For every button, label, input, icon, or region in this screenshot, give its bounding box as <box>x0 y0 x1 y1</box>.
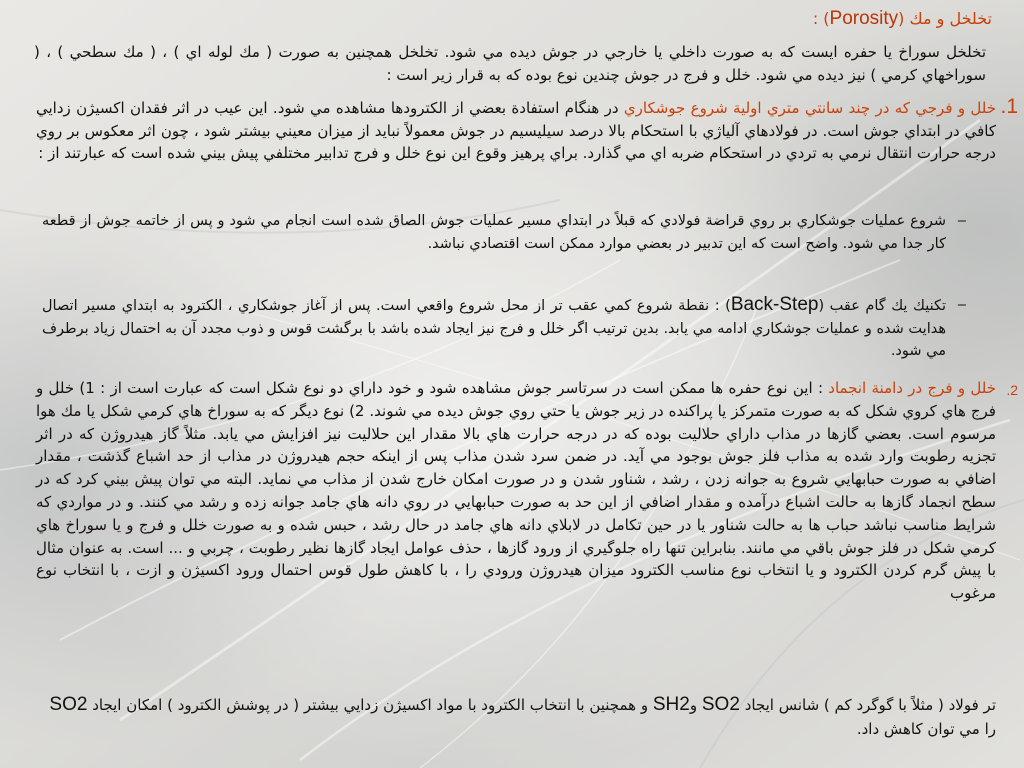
closing-paragraph <box>36 693 996 741</box>
list-item-2 <box>36 377 1018 605</box>
title-latin-term: Porosity <box>829 8 899 29</box>
item-2-number: 2. <box>1006 382 1018 398</box>
title-text: تخلخل و مك <box>909 9 992 28</box>
tail-part-3: را مي توان كاهش داد. <box>856 720 996 738</box>
title-open-paren: ( <box>898 9 905 28</box>
tail-part-1: تر فولاد ( مثلاً با گوگرد كم ) شانس ايجاد <box>744 696 996 714</box>
tail-sh2: SH2 <box>652 694 690 715</box>
item-1-body: در هنگام استفادة بعضي از الكترودها مشاهده مي شود. اين عيب در اثر فقدان اكسيژن زدايي كافي در ابتداي جوش است. در فولادهاي آلياژي با استحكام بالا درصد سيليسيم در جوش معمولاً نبايد از ميزان معيني بيشتر شود ، چون اثر معكوس بر روي درجه حرارت انتقال نرمي به تردي در استحكام ضربه اي مي گذارد. براي پرهيز وقوع اين نوع خلل و فرج تدابير مختلفي پيش بيني شده است كه عبارتند از : <box>36 99 996 162</box>
tail-and: و <box>689 696 698 714</box>
subitem-2-bullet: – <box>957 297 966 313</box>
subitem-2-after: ) : نقطة شروع كمي عقب تر از محل شروع واقعي است. پس از آغاز جوشكاري ، الكترود به ابتداي مسير اتصال هدايت شده و عمليات جوشكاري ادامه مي يابد. بدين ترتيب اگر خلل و فرج نيز ايجاد شده باشد با برگشت قوس و ذوب مجدد آن به احتمال زياد برطرف مي شود. <box>42 298 946 359</box>
subitem-1-bullet: – <box>957 213 966 229</box>
tail-so2-b: SO2 <box>49 694 88 715</box>
slide-title <box>813 8 992 30</box>
subitem-2-before: تكنيك يك گام عقب ( <box>818 298 947 314</box>
tail-part-2: و همچنين با انتخاب الكترود با مواد اكسيژن زدايي بيشتر ( در پوشش الكترود ) امكان ايجاد <box>92 696 649 714</box>
subitem-1-text: شروع عمليات جوشكاري بر روي قراضة فولادي كه قبلاً در ابتداي مسير عمليات جوش الصاق شده است انجام مي شود و پس از خاتمه جوش از قطعه كار جدا مي شود. واضح است كه اين تدبير در بعضي موارد ممكن است اقتصادي نباشد. <box>42 213 946 252</box>
intro-paragraph: تخلخل سوراخ يا حفره ايست كه به صورت داخلي يا خارجي در جوش ديده مي شود. تخلخل همچنين به صورت ( مك لوله اي ) ، ( مك سطحي ) ، ( سوراخهاي كرمي ) نيز ديده مي شود. خلل و فرج در جوش چندين نوع بوده كه به قرار زير است : <box>34 43 986 84</box>
item-1-heading: خلل و فرجي كه در چند سانتي متري اولية شروع جوشكاري <box>623 99 996 117</box>
list-item-1 <box>36 95 1018 165</box>
subitem-2 <box>42 294 966 363</box>
subitem-2-latin-term: Back-Step <box>730 294 819 315</box>
tail-so2-a: SO2 <box>701 694 740 715</box>
subitem-1 <box>42 210 966 255</box>
title-close-paren: ) : <box>812 9 830 28</box>
item-1-number: 1. <box>1000 95 1018 118</box>
item-2-heading: خلل و فرج در دامنة انجماد <box>828 379 997 397</box>
item-2-body: : اين نوع حفره ها ممكن است در سرتاسر جوش مشاهده شود و خود داراي دو نوع شكل است كه عبارت است از : 1) خلل و فرج هاي كروي شكل كه به صورت متمركز يا پراكنده در زير جوش يا حتي روي جوش ديده مي شوند. 2) نوع ديگر كه به سوراخ هاي كرمي شكل يا مك هوا مرسوم است. بعضي گازها در مذاب داراي حلاليت بوده كه در درجه حرارت هاي بالا مقدار اين حلاليت نيز افزايش مي يابد. مثلاً گاز هيدروژن كه در اثر تجزيه رطوبت وارد شده به مذاب فلز جوش بوجود مي آيد. در ضمن سرد شدن مذاب پس از اينكه حجم هيدروژن در مذاب از حد اشباع گذشت ، مقدار اضافي به صورت حبابهايي شروع به جوانه زدن ، رشد ، شناور شدن و در صورت امكان خارج شدن از مذاب مي نمايد. البته مي توان پيش بيني كرد كه در سطح انجماد گازها به حالت اشباع درآمده و مقدار اضافي از اين حد به صورت حبابهايي در روي دانه هاي جامد جوانه زده و رشد مي كنند. و در مواردي كه شرايط مناسب نباشد حباب ها به حالت شناور يا در حين تكامل در لابلاي دانه هاي جامد در حال رشد ، حبس شده و به صورت خلل و فرج و يا سوراخ هاي كرمي شكل در فلز جوش باقي مي مانند. بنابراين تنها راه جلوگيري از ورود گازها ، حذف عوامل ايجاد گازها نظير رطوبت ، چربي و ... است. به عنوان مثال با پيش گرم كردن الكترود و يا انتخاب نوع مناسب الكترود ميزان هيدروژن ورودي را ، با كاهش طول قوس احتمال ورود اكسيژن و ازت ، با انتخاب نوع مرغوب <box>36 379 996 603</box>
